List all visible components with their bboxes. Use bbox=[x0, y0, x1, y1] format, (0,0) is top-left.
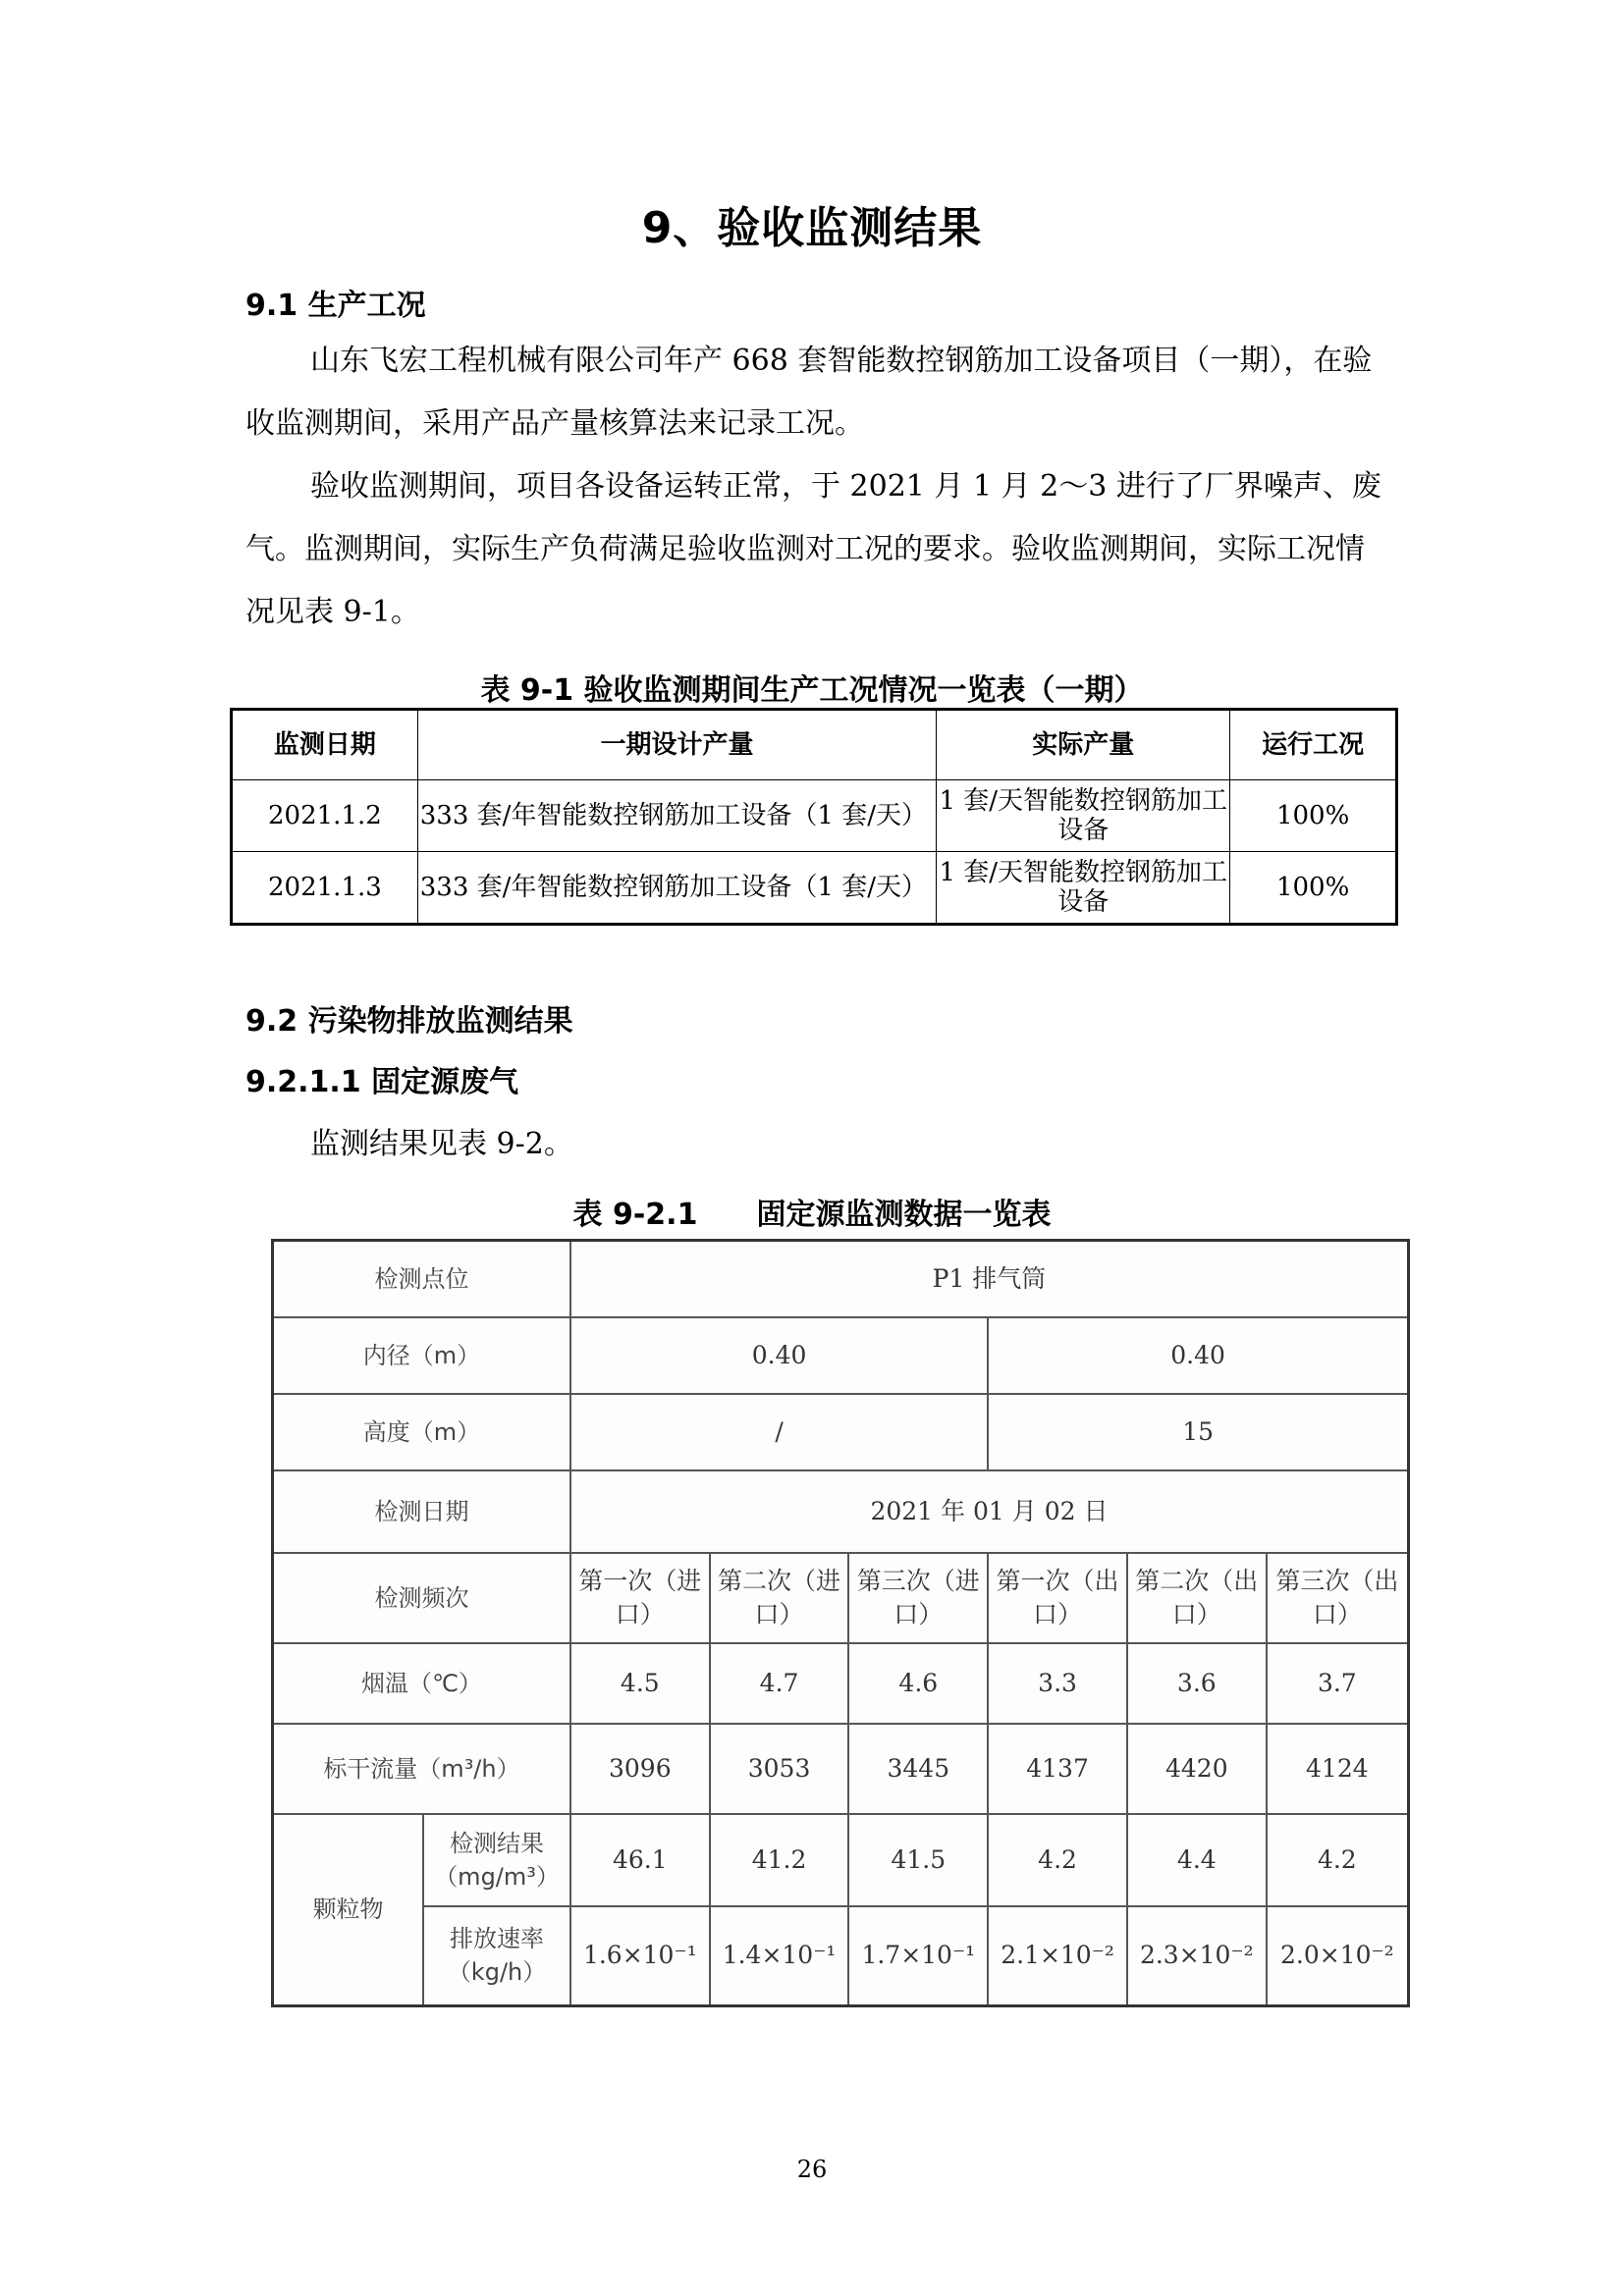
table-row bbox=[273, 1814, 1409, 1906]
cell-condition: 100% bbox=[1230, 852, 1397, 925]
temp-cell: 4.7 bbox=[710, 1643, 849, 1724]
temp-cell: 4.5 bbox=[570, 1643, 710, 1724]
flow-cell: 3096 bbox=[570, 1724, 710, 1814]
page-title: 9、验收监测结果 bbox=[641, 203, 983, 253]
section-heading-9-1: 9.1 生产工况 bbox=[245, 289, 426, 323]
diameter-inlet: 0.40 bbox=[570, 1317, 988, 1394]
rate-cell: 2.0×10⁻² bbox=[1267, 1906, 1409, 2006]
flow-cell: 3445 bbox=[848, 1724, 988, 1814]
rate-cell: 1.4×10⁻¹ bbox=[710, 1906, 849, 2006]
paragraph-3: 监测结果见表 9-2。 bbox=[310, 1127, 573, 1161]
conc-cell: 46.1 bbox=[570, 1814, 710, 1906]
cell-actual-output: 1 套/天智能数控钢筋加工设备 bbox=[937, 852, 1230, 925]
temp-cell: 3.3 bbox=[988, 1643, 1127, 1724]
cell-date: 2021.1.2 bbox=[232, 780, 418, 852]
table-row bbox=[273, 1394, 1409, 1470]
conc-cell: 4.4 bbox=[1127, 1814, 1267, 1906]
cell-actual-output: 1 套/天智能数控钢筋加工设备 bbox=[937, 780, 1230, 852]
stack-monitoring-table bbox=[271, 1239, 1410, 2007]
rate-cell: 1.7×10⁻¹ bbox=[848, 1906, 988, 2006]
date-value: 2021 年 01 月 02 日 bbox=[570, 1470, 1409, 1553]
table-9-1-caption: 表 9-1 验收监测期间生产工况情况一览表（一期） bbox=[480, 673, 1144, 708]
height-label: 高度（m） bbox=[273, 1394, 570, 1470]
date-label: 检测日期 bbox=[273, 1470, 570, 1553]
pm-label: 颗粒物 bbox=[273, 1814, 424, 2006]
page-number: 26 bbox=[796, 2156, 828, 2183]
paragraph-2: 验收监测期间，项目各设备运转正常，于 2021 月 1 月 2～3 进行了厂界噪声、废气。监测期间，实际生产负荷满足验收监测对工况的要求。验收监测期间，实际工况情况见表 9-1。 bbox=[245, 469, 1381, 629]
header-design-output: 一期设计产量 bbox=[417, 710, 936, 780]
table-row bbox=[273, 1470, 1409, 1553]
rate-cell: 2.3×10⁻² bbox=[1127, 1906, 1267, 2006]
height-outlet: 15 bbox=[988, 1394, 1408, 1470]
freq-label: 检测频次 bbox=[273, 1553, 570, 1643]
cell-condition: 100% bbox=[1230, 780, 1397, 852]
freq-cell: 第三次（出口） bbox=[1267, 1553, 1409, 1643]
production-condition-table bbox=[230, 708, 1398, 926]
freq-cell: 第一次（出口） bbox=[988, 1553, 1127, 1643]
table-row bbox=[232, 852, 1397, 925]
subsection-heading-9-2-1-1: 9.2.1.1 固定源废气 bbox=[245, 1065, 519, 1099]
rate-label: 排放速率（kg/h） bbox=[423, 1906, 570, 2006]
conc-cell: 4.2 bbox=[1267, 1814, 1409, 1906]
rate-cell: 1.6×10⁻¹ bbox=[570, 1906, 710, 2006]
section-heading-9-2: 9.2 污染物排放监测结果 bbox=[245, 1004, 573, 1039]
header-actual-output: 实际产量 bbox=[937, 710, 1230, 780]
table-row bbox=[273, 1643, 1409, 1724]
table-9-2-caption: 表 9-2.1 固定源监测数据一览表 bbox=[572, 1198, 1052, 1232]
section-9-1-body bbox=[245, 330, 1384, 644]
table-row bbox=[273, 1906, 1409, 2006]
cell-date: 2021.1.3 bbox=[232, 852, 418, 925]
cell-design-output: 333 套/年智能数控钢筋加工设备（1 套/天） bbox=[417, 852, 936, 925]
flow-cell: 4124 bbox=[1267, 1724, 1409, 1814]
temp-label: 烟温（℃） bbox=[273, 1643, 570, 1724]
diameter-outlet: 0.40 bbox=[988, 1317, 1408, 1394]
table-header-row bbox=[232, 710, 1397, 780]
table-row bbox=[273, 1241, 1409, 1317]
cell-design-output: 333 套/年智能数控钢筋加工设备（1 套/天） bbox=[417, 780, 936, 852]
point-value: P1 排气筒 bbox=[570, 1241, 1409, 1317]
freq-cell: 第二次（进口） bbox=[710, 1553, 849, 1643]
freq-cell: 第一次（进口） bbox=[570, 1553, 710, 1643]
point-label: 检测点位 bbox=[273, 1241, 570, 1317]
diameter-label: 内径（m） bbox=[273, 1317, 570, 1394]
conc-cell: 41.2 bbox=[710, 1814, 849, 1906]
header-condition: 运行工况 bbox=[1230, 710, 1397, 780]
rate-cell: 2.1×10⁻² bbox=[988, 1906, 1127, 2006]
flow-cell: 4137 bbox=[988, 1724, 1127, 1814]
table-row bbox=[232, 780, 1397, 852]
flow-label: 标干流量（m³/h） bbox=[273, 1724, 570, 1814]
flow-cell: 4420 bbox=[1127, 1724, 1267, 1814]
freq-cell: 第二次（出口） bbox=[1127, 1553, 1267, 1643]
temp-cell: 4.6 bbox=[848, 1643, 988, 1724]
conc-label: 检测结果（mg/m³） bbox=[423, 1814, 570, 1906]
conc-cell: 41.5 bbox=[848, 1814, 988, 1906]
section-9-2-body bbox=[245, 1113, 1384, 1176]
table-row bbox=[273, 1553, 1409, 1643]
height-inlet: / bbox=[570, 1394, 988, 1470]
temp-cell: 3.7 bbox=[1267, 1643, 1409, 1724]
conc-cell: 4.2 bbox=[988, 1814, 1127, 1906]
header-date: 监测日期 bbox=[232, 710, 418, 780]
table-row bbox=[273, 1724, 1409, 1814]
table-row bbox=[273, 1317, 1409, 1394]
freq-cell: 第三次（进口） bbox=[848, 1553, 988, 1643]
flow-cell: 3053 bbox=[710, 1724, 849, 1814]
temp-cell: 3.6 bbox=[1127, 1643, 1267, 1724]
paragraph-1: 山东飞宏工程机械有限公司年产 668 套智能数控钢筋加工设备项目（一期），在验收监测期间，采用产品产量核算法来记录工况。 bbox=[245, 344, 1373, 441]
